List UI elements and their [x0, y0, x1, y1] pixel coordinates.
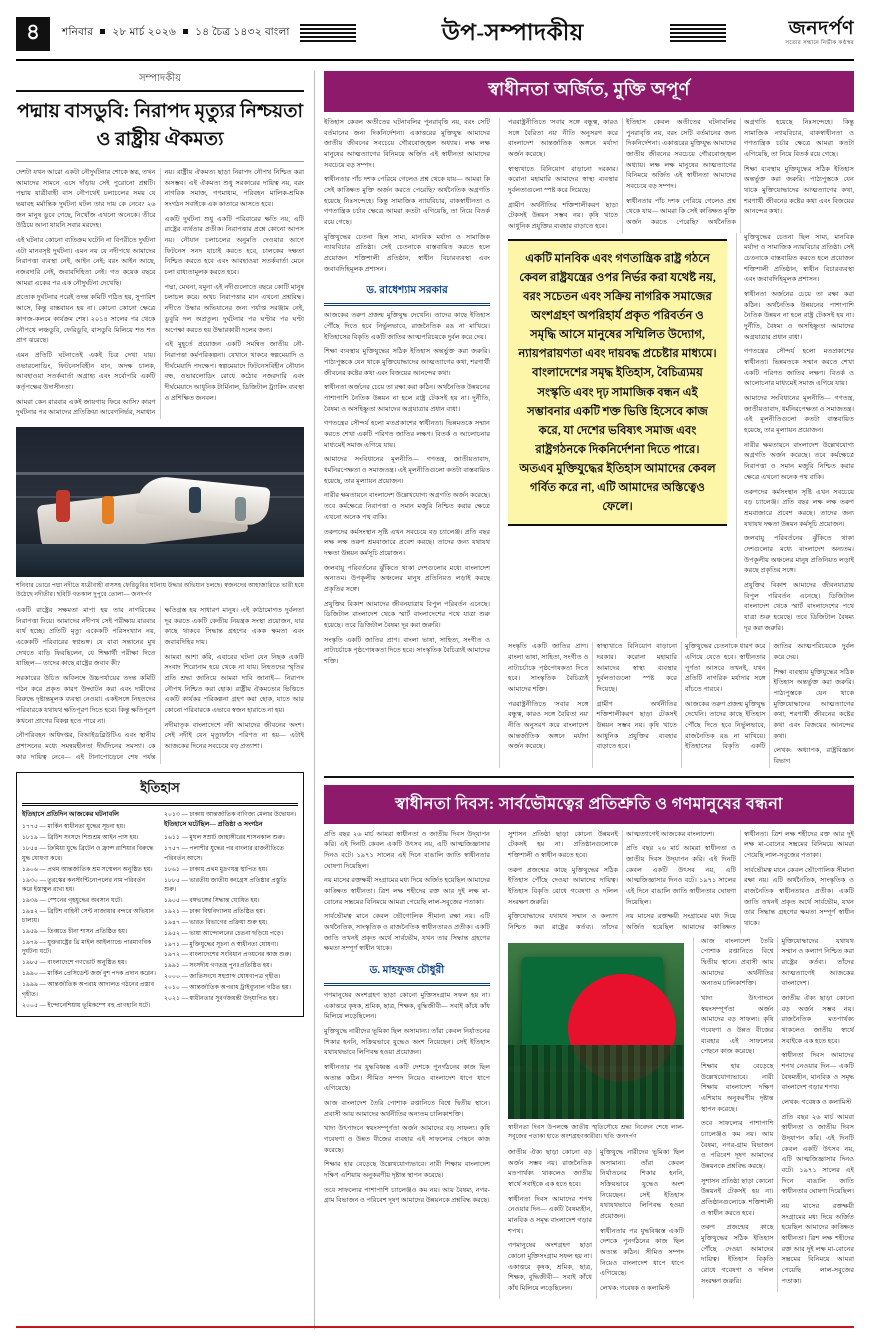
history-item: ১৯৪৭ — ভারত বিভাগের প্রক্রিয়া শুরু হয়।: [164, 918, 268, 926]
paragraph: শিক্ষা ব্যবস্থায় মুক্তিযুদ্ধের সঠিক ইতিহাস অন্তর্ভুক্ত করা জরুরি। পাঠ্যপুস্তকে যেন থাকে মুক্তিযোদ্ধাদের আত্মত্যাগের কথা, শরণার্থী জীবনের কষ্টের কথা এবং বিজয়ের আনন্দের কথা।: [744, 165, 854, 216]
paragraph: স্বাধীনতার পর যুদ্ধবিধ্বস্ত একটি দেশকে পুনর্গঠনের কাজ ছিল অত্যন্ত কঠিন। সীমিত সম্পদ নিয়েও বাংলাদেশ ধাপে ধাপে এগিয়েছে।: [324, 1064, 490, 1093]
history-item: ১৮৫৪ — ক্রিমিয়া যুদ্ধে ব্রিটেন ও ফ্রান্স রাশিয়ার বিরুদ্ধে যুদ্ধ ঘোষণা করে।: [22, 845, 154, 862]
history-item: ১৯৭২ — বাংলাদেশের সংবিধান প্রণয়নের কাজ শুরু।: [164, 951, 292, 959]
editorial-column: [16, 71, 304, 1329]
section-title: উপ-সম্পাদকীয়: [441, 20, 584, 45]
history-item: ১৮১৯ — ব্রিটিশ সংসদে শিশুশ্রম আইন পাস হয়।: [22, 834, 139, 842]
masthead: [16, 14, 854, 61]
history-columns: [22, 810, 298, 1010]
editorial-headline: পদ্মায় বাসডুবি: নিরাপদ মৃত্যুর নিশ্চয়তা ও রাষ্ট্রীয় ঐকমত্য: [17, 101, 303, 150]
date-weekday: শনিবার: [62, 27, 94, 38]
paragraph: সংস্কৃতি একটি জাতির প্রাণ। বাংলা ভাষা, সাহিত্য, সংগীত ও নাট্যচর্চাকে পৃষ্ঠপোষকতা দিতে হবে। সাংস্কৃতিক বৈচিত্র্যই আমাদের শক্তি।: [508, 643, 589, 693]
paragraph: প্রতি বছর ২৬ মার্চ আমরা স্বাধীনতা ও জাতীয় দিবস উদ্‌যাপন করি। এই দিনটি কেবল একটি উৎসব নয়, এটি আত্মজিজ্ঞাসার দিনও বটে। ১৯৭১ সালের এই দিনে বাঙালি জাতি স্বাধীনতার ঘোষণা দিয়েছিল।: [324, 830, 490, 870]
paragraph: স্বাধীনতার পাঁচ দশক পেরিয়ে গেলেও প্রশ্ন থেকে যায়— আমরা কি সেই কাঙ্ক্ষিত মুক্তি অর্জন করতে পেরেছি? অর্থনৈতিক অগ্রগতি হয়েছে নিঃসন্দেহে। কিন্তু সামাজিক ন্যায়বিচার, বাকস্বাধীনতা ও গণতান্ত্রিক চর্চার ক্ষেত্রে আমরা কতটা এগিয়েছি, তা নিয়ে বিতর্ক রয়ে গেছে।: [626, 119, 854, 227]
paragraph: প্রযুক্তির বিকাশ আমাদের জীবনযাত্রায় বিপুল পরিবর্তন এনেছে। ডিজিটাল বাংলাদেশ থেকে স্মার্ট বাংলাদেশের পথে যাত্রা শুরু হয়েছে। তবে ডিজিটাল বৈষম্য দূর করা জরুরি।: [744, 581, 854, 632]
paragraph: স্বাস্থ্যখাতে বিনিয়োগ বাড়ানো দরকার। করোনা মহামারি আমাদের স্বাস্থ্য ব্যবস্থার দুর্বলতাগুলো স্পষ্ট করে দিয়েছে।: [596, 643, 677, 693]
pull-quote: একটি মানবিক এবং গণতান্ত্রিক রাষ্ট্র গঠনে কেবল রাষ্ট্রযন্ত্রের ওপর নির্ভর করা যথেষ্ট নয়, বরং সচেতন এবং সক্রিয় নাগরিক সমাজের অংশগ্রহণ অপরিহার্য প্রকৃত পরিবর্তন ও সমৃদ্ধি আসে মানুষের সম্মিলিত উদ্যোগ, ন্যায়পরায়ণতা এবং দায়বদ্ধ প্রচেষ্টার মাধ্যমে। বাংলাদেশের সমৃদ্ধ ইতিহাস, বৈচিত্র্যময় সংস্কৃতি এবং দৃঢ় সামাজিক বন্ধন এই সম্ভাবনার একটি শক্ত ভিত্তি হিসেবে কাজ করে, যা দেশের ভবিষ্যৎ সমাজ এবং রাষ্ট্রগঠনকে দিকনির্দেশনা দিতে পারে। অতএব মুক্তিযুদ্ধের ইতিহাস আমাদের কেবল গর্বিত করে না, এটি আমাদের অস্তিত্বেও ফেলে।: [508, 239, 727, 527]
independence-day-photo: [508, 943, 684, 1119]
paragraph: খাদ্য উৎপাদনে স্বয়ংসম্পূর্ণতা অর্জন আমাদের বড় সাফল্য। কৃষি গবেষণা ও উন্নত বীজের ব্যবহার এই সাফল্যের পেছনে কাজ করেছে।: [324, 1125, 490, 1154]
brand-name: জনদর্পণ: [788, 18, 854, 39]
history-item: ১৯০৫ — বঙ্গভঙ্গের সিদ্ধান্ত ঘোষিত হয়।: [164, 896, 260, 904]
paragraph: সুশাসন প্রতিষ্ঠা ছাড়া কোনো উন্নয়নই টেকসই হয় না। প্রতিষ্ঠানগুলোকে শক্তিশালী ও স্বাধীন করতে হবে।: [508, 830, 618, 859]
rule-ornament-left: [300, 24, 356, 44]
paragraph: শিক্ষার হার বেড়েছে উল্লেখযোগ্যভাবে। নারী শিক্ষায় বাংলাদেশ দক্ষিণ এশিয়ায় অনুকরণীয় দৃষ্টান্ত স্থাপন করেছে।: [701, 1063, 774, 1113]
history-title: ইতিহাস: [140, 779, 180, 795]
page-number: ৪: [16, 17, 50, 51]
history-item: ২০২১ — স্বাধীনতার সুবর্ণজয়ন্তী উদ্‌যাপিত হয়।: [164, 995, 278, 1003]
editorial-body-bottom: [16, 606, 304, 763]
history-item: ১৭৫৭ — পলাশীর যুদ্ধের পর বাংলার রাজনীতিতে পরিবর্তন আসে।: [164, 845, 285, 862]
paragraph: স্বাধীনতা দিবস আমাদের শপথ নেওয়ার দিন— একটি বৈষম্যহীন, মানবিক ও সমৃদ্ধ বাংলাদেশ গড়ার শপথ।: [508, 1195, 592, 1235]
article-independence-day: [324, 785, 854, 1329]
paragraph: নয় মাসের রক্তক্ষয়ী সংগ্রামের মধ্য দিয়ে অর্জিত হয়েছিল আমাদের কাঙ্ক্ষিত স্বাধীনতা। ত্রিশ লক্ষ শহীদের রক্ত আর দুই লক্ষ মা-বোনের সম্ভ্রমের বিনিময়ে আমরা পেয়েছি লাল-সবুজের পতাকা।: [324, 877, 490, 906]
paragraph: গণমানুষের অংশগ্রহণ ছাড়া কোনো মুক্তিসংগ্রাম সফল হয় না। একাত্তরে কৃষক, শ্রমিক, ছাত্র, শিক্ষক, বুদ্ধিজীবী— সবাই কাঁধে কাঁধ মিলিয়ে লড়েছিলেন।: [324, 992, 490, 1021]
paragraph: দেশটা যখন আরো একটা নৌদুর্ঘটনার শোকে স্তব্ধ, তখন আমাদের সামনে এসে দাঁড়ায় সেই পুরোনো প্রশ্নটি। পদ্মায় যাত্রীবাহী বাস নৌপথেই চলাচলের সময় যে ভয়াবহ মর্মান্তিক দুর্ঘটনা ঘটল তার দায় কে নেবে? ২৬ জন মানুষ ডুবে গেছে, নিখোঁজ এখনো অনেকে। তীরে উঠিয়ে আনা যায়নি সবার মরদেহ।: [16, 169, 156, 230]
date-line: [62, 25, 290, 42]
paragraph: শিক্ষা ব্যবস্থায় মুক্তিযুদ্ধের সঠিক ইতিহাস অন্তর্ভুক্ত করা জরুরি। পাঠ্যপুস্তকে যেন থাকে মুক্তিযোদ্ধাদের আত্মত্যাগের কথা, শরণার্থী জীবনের কষ্টের কথা এবং বিজয়ের আনন্দের কথা।: [773, 668, 854, 740]
paragraph: গণতন্ত্রের সৌন্দর্য হলো মতপ্রকাশের স্বাধীনতা। ভিন্নমতকে সম্মান করতে শেখা একটি পরিণত জাতির লক্ষণ। বিতর্ক ও আলোচনার মাধ্যমেই সমাজ এগিয়ে যায়।: [744, 348, 854, 388]
paragraph: সুশাসন প্রতিষ্ঠা ছাড়া কোনো উন্নয়নই টেকসই হয় না। প্রতিষ্ঠানগুলোকে শক্তিশালী ও স্বাধীন করতে হবে।: [701, 1177, 774, 1217]
paragraph: স্বাধীনতার পাঁচ দশক পেরিয়ে গেলেও প্রশ্ন থেকে যায়— আমরা কি সেই কাঙ্ক্ষিত মুক্তি অর্জন করতে পেরেছি? অর্থনৈতিক অগ্রগতি হয়েছে নিঃসন্দেহে। কিন্তু সামাজিক ন্যায়বিচার, বাকস্বাধীনতা ও গণতান্ত্রিক চর্চার ক্ষেত্রে আমরা কতটা এগিয়েছি, তা নিয়ে বিতর্ক রয়ে গেছে।: [324, 176, 490, 227]
paragraph: আমরা আশা করি, এবারের ঘটনা যেন নিছক একটি সংবাদ শিরোনাম হয়ে থেকে না যায়। নিহতদের স্মৃতির প্রতি শ্রদ্ধা জানিয়ে আমরা দাবি জানাই— নিরাপদ নৌপথ নিশ্চিত করা হোক। রাষ্ট্রীয় ঐকমত্যের ভিত্তিতে একটি কার্যকর পরিকল্পনা গ্রহণ করা হোক, যাতে আর কোনো পরিবারকে এভাবে স্বজন হারাতে না হয়।: [164, 653, 304, 715]
paragraph: পররাষ্ট্রনীতিতে 'সবার সঙ্গে বন্ধুত্ব, কারও সঙ্গে বৈরিতা নয়' নীতি অনুসরণ করে বাংলাদেশ আন্তর্জাতিক অঙ্গনে মর্যাদা অর্জন করেছে।: [508, 700, 589, 751]
article-bottom-upper: [508, 830, 854, 934]
paragraph: মুক্তিযোদ্ধাদের যথাযথ সম্মান ও কল্যাণ নিশ্চিত করা রাষ্ট্রের কর্তব্য। তাঁদের আত্মত্যাগেই আজকের বাংলাদেশ।: [781, 937, 854, 988]
divider: [16, 90, 304, 92]
paragraph: গ্রামীণ অর্থনীতির শক্তিশালীকরণ ছাড়া টেকসই উন্নয়ন সম্ভব নয়। কৃষি খাতে আধুনিক প্রযুক্তির ব্যবহার বাড়াতে হবে।: [508, 201, 618, 231]
history-subhead-left: ইতিহাসে প্রতিদিন আজকের ঘটনাবলি: [22, 810, 120, 818]
history-item: ১৮৮৫ — ভারতীয় জাতীয় কংগ্রেস প্রতিষ্ঠার প্রস্তুতি শুরু।: [164, 876, 287, 893]
paragraph: জলবায়ু পরিবর্তনের ঝুঁকিতে থাকা দেশগুলোর মধ্যে বাংলাদেশ অন্যতম। উপকূলীয় অঞ্চলের মানুষ প্রতিনিয়ত লড়াই করছে প্রকৃতির সঙ্গে।: [744, 535, 854, 575]
article-top-lower-text: [508, 642, 854, 767]
paragraph: জাতীয় ঐক্য ছাড়া কোনো বড় অর্জন সম্ভব নয়। রাজনৈতিক মতপার্থক্য থাকলেও জাতীয় স্বার্থে সবাইকে এক হতে হবে।: [781, 995, 854, 1045]
history-item: ১৭৭৫ — মার্কিন স্বাধীনতা যুদ্ধের সূচনা হয়।: [22, 823, 126, 831]
paragraph: সার্বভৌমত্ব মানে কেবল ভৌগোলিক সীমানা রক্ষা নয়। এটি অর্থনৈতিক, সাংস্কৃতিক ও রাজনৈতিক স্বাধীনতারও প্রতীক। একটি জাতি তখনই প্রকৃত অর্থে সার্বভৌম, যখন তার সিদ্ধান্ত গ্রহণের ক্ষমতা সম্পূর্ণ স্বাধীন থাকে।: [324, 913, 490, 953]
paragraph: গণতন্ত্রের সৌন্দর্য হলো মতপ্রকাশের স্বাধীনতা। ভিন্নমতকে সম্মান করতে শেখা একটি পরিণত জাতির লক্ষণ। বিতর্ক ও আলোচনার মাধ্যমেই সমাজ এগিয়ে যায়।: [324, 420, 490, 449]
history-item: ২০১০ — আন্তর্জাতিক অপরাধ ট্রাইব্যুনাল গঠিত হয়।: [164, 984, 291, 992]
footer-rule: [16, 1326, 854, 1328]
history-item: ১৯৮৫ — বাংলাদেশে গণভোট অনুষ্ঠিত হয়।: [22, 959, 127, 967]
history-item: ১৯৭৯ — যুক্তরাষ্ট্রের থ্রি মাইল আইল্যান্ডে পারমাণবিক দুর্ঘটনা ঘটে।: [22, 939, 152, 956]
paragraph: প্রযুক্তির বিকাশ আমাদের জীবনযাত্রায় বিপুল পরিবর্তন এনেছে। ডিজিটাল বাংলাদেশ থেকে স্মার্ট বাংলাদেশের পথে যাত্রা শুরু হয়েছে। তবে ডিজিটাল বৈষম্য দূর করা জরুরি।: [324, 600, 490, 629]
article-byline: ড. রাধেশ্যাম সরকার: [366, 285, 448, 297]
paragraph: গ্রামীণ অর্থনীতির শক্তিশালীকরণ ছাড়া টেকসই উন্নয়ন সম্ভব নয়। কৃষি খাতে আধুনিক প্রযুক্তির ব্যবহার বাড়াতে হবে।: [596, 700, 677, 751]
paragraph: নৌপরিবহন অধিদপ্তর, বিআইডব্লিউটিএ এবং স্থানীয় প্রশাসনের মধ্যে সমন্বয়হীনতা দীর্ঘদিনের সমস্যা। কে কার দায়িত্ব নেবে— এই টানাপোড়েনে শেষ পর্যন্ত ক্ষতিগ্রস্ত হয় সাধারণ মানুষ। এই কাঠামোগত দুর্বলতা দূর করতে একটি কেন্দ্রীয় নিয়ন্ত্রক সংস্থা প্রয়োজন, যার কাছে থাকবে সিদ্ধান্ত গ্রহণের একক ক্ষমতা এবং জবাবদিহির দায়।: [16, 607, 304, 761]
editorial-body-top: [16, 168, 304, 419]
paragraph: গণমানুষের অংশগ্রহণ ছাড়া কোনো মুক্তিসংগ্রাম সফল হয় না। একাত্তরে কৃষক, শ্রমিক, ছাত্র, শিক্ষক, বুদ্ধিজীবী— সবাই কাঁধে কাঁধ মিলিয়ে লড়েছিলেন।: [508, 1242, 592, 1292]
history-item: ১৬১১ — মুঘল সম্রাট জাহাঙ্গীরের শাসনকাল শুরু।: [164, 834, 285, 842]
paragraph: লেখক: গবেষক ও কলামিস্ট: [600, 1284, 671, 1292]
paragraph: একটি রাষ্ট্রের সক্ষমতা মাপা হয় তার নাগরিকের নিরাপত্তা দিয়ে। আমাদের নদীপথ সেই পরীক্ষায় বারবার ব্যর্থ হচ্ছে। প্রতিটি মৃত্যু একেকটি পরিসংখ্যান নয়, একেকটি পরিবারের স্বপ্নভঙ্গ। যে বাবা সন্তানের মুখ দেখতে বাড়ি ফিরছিলেন, যে শিক্ষার্থী পরীক্ষা দিতে যাচ্ছিল— তাদের কাছে রাষ্ট্রের জবাব কী?: [16, 607, 156, 668]
paragraph: মুক্তিযুদ্ধের চেতনা ছিল সাম্য, মানবিক মর্যাদা ও সামাজিক ন্যায়বিচার প্রতিষ্ঠা। সেই চেতনাকে বাস্তবায়িত করতে হলে প্রয়োজন শক্তিশালী প্রতিষ্ঠান, স্বাধীন বিচারব্যবস্থা এবং জবাবদিহিমূলক প্রশাসন।: [744, 233, 854, 284]
paragraph: মুক্তিযুদ্ধে নারীদের ভূমিকা ছিল অসামান্য। তাঁরা কেবল নির্যাতনের শিকার হননি, সক্রিয়ভাবে যুদ্ধেও অংশ নিয়েছেন। সেই ইতিহাস যথাযথভাবে লিপিবদ্ধ হওয়া প্রয়োজন।: [600, 1148, 684, 1220]
paragraph: একটি দুর্ঘটনা শুধু একটি পরিবারের ক্ষতি নয়, এটি রাষ্ট্রের ব্যর্থতার প্রতীক। নিরাপত্তার প্রশ্নে কোনো আপস নয়। নৌযান চলাচলের অনুমতি দেওয়ার আগে ফিটনেস সনদ যাচাই করতে হবে, চালকের দক্ষতা নিশ্চিত করতে হবে এবং আবহাওয়া সতর্কবার্তা মেনে চলা বাধ্যতামূলক করতে হবে।: [164, 215, 304, 277]
article-top-upper-text: [508, 118, 854, 233]
paragraph: মুক্তিযোদ্ধাদের যথাযথ সম্মান ও কল্যাণ নিশ্চিত করা রাষ্ট্রের কর্তব্য। তাঁদের আত্মত্যাগেই আজকের বাংলাদেশ।: [508, 830, 715, 931]
divider: [16, 161, 304, 162]
history-item: ১৯৯৯ — আন্তর্জাতিক অপরাধ আদালত গঠনের প্রস্তাব গৃহীত।: [22, 981, 155, 998]
photo-caption: স্বাধীনতা দিবস উপলক্ষে জাতীয় স্মৃতিসৌধে শ্রদ্ধা নিবেদন শেষে লাল-সবুজের পতাকা হাতে অংশগ্রহণকারীরা। ছবি: জনদর্পণ: [508, 1123, 684, 1141]
paragraph: আমাদের সংবিধানের মূলনীতি— গণতন্ত্র, জাতীয়তাবাদ, ধর্মনিরপেক্ষতা ও সমাজতন্ত্র। এই মূলনীতিগুলো কতটা বাস্তবায়িত হয়েছে, তার মূল্যায়ন প্রয়োজন।: [744, 395, 854, 435]
paragraph: স্বাধীনতা দিবস আমাদের শপথ নেওয়ার দিন— একটি বৈষম্যহীন, মানবিক ও সমৃদ্ধ বাংলাদেশ গড়ার শপথ।: [781, 1052, 854, 1092]
article-banner-title: স্বাধীনতা দিবস: সার্বভৌমত্বের প্রতিশ্রুতি ও গণমানুষের বন্ধনা: [324, 785, 854, 824]
paragraph: শিক্ষা ব্যবস্থায় মুক্তিযুদ্ধের সঠিক ইতিহাস অন্তর্ভুক্ত করা জরুরি। পাঠ্যপুস্তকে যেন থাকে মুক্তিযোদ্ধাদের আত্মত্যাগের কথা, শরণার্থী জীবনের কষ্টের কথা এবং বিজয়ের আনন্দের কথা।: [324, 348, 490, 377]
paragraph: আজ বাংলাদেশ তৈরি পোশাক রপ্তানিতে বিশ্বে দ্বিতীয় স্থানে। প্রবাসী আয় আমাদের অর্থনীতির অন্যতম চালিকাশক্তি।: [324, 1100, 490, 1118]
editorial-photo: [16, 427, 304, 577]
history-item: ১৯৭১ — মুক্তিযুদ্ধের সূচনা ও স্বাধীনতা ঘোষণা।: [164, 940, 279, 948]
paragraph: ইতিহাস কেবল অতীতের ঘটনাবলির পুনরাবৃত্তি নয়, বরং সেটি বর্তমানের জন্য দিকনির্দেশনা। একাত্তরের মুক্তিযুদ্ধ আমাদের জাতীয় জীবনের সবচেয়ে গৌরবোজ্জ্বল অধ্যায়। লক্ষ লক্ষ মানুষের আত্মত্যাগের বিনিময়ে অর্জিত এই স্বাধীনতা আমাদের সবচেয়ে বড় সম্পদ।: [626, 119, 736, 191]
paragraph: এই মুহূর্তে প্রয়োজন একটি সমন্বিত জাতীয় নৌ-নিরাপত্তা কর্মপরিকল্পনা। যেখানে থাকবে স্বল্পমেয়াদি ও দীর্ঘমেয়াদি পদক্ষেপ। স্বল্পমেয়াদে ফিটনেসবিহীন নৌযান বন্ধ, ওভারলোডিং রোধে কঠোর নজরদারি এবং দীর্ঘমেয়াদে আধুনিক টার্মিনাল, ডিজিটাল ট্র্যাকিং ব্যবস্থা ও প্রশিক্ষিত জনবল।: [164, 341, 304, 402]
editorial-kicker: সম্পাদকীয়: [138, 73, 182, 84]
paragraph: পদ্মা, মেঘনা, যমুনা এই নদীগুলোতে বছরে কোটি মানুষ চলাচল করে। অথচ নিরাপত্তার মান এখনো প্রশ্নবিদ্ধ। নদীতে উদ্ধার অভিযানের জন্য পর্যাপ্ত সরঞ্জাম নেই, ডুবুরি দল অপ্রতুল। দুর্ঘটনার পর ঘণ্টার পর ঘণ্টা অপেক্ষা করতে হয় উদ্ধারকারী দলের জন্য।: [164, 283, 304, 334]
article-banner-title: স্বাধীনতা অর্জিত, মুক্তি অপূর্ণ: [324, 71, 854, 112]
divider: [324, 776, 854, 778]
history-item: ২০০০ — জাতিসংঘে সহস্রাব্দ ঘোষণাপত্র গৃহীত।: [164, 973, 281, 981]
article-bottom-under-photo: [508, 1148, 684, 1299]
paragraph: জাতীয় ঐক্য ছাড়া কোনো বড় অর্জন সম্ভব নয়। রাজনৈতিক মতপার্থক্য থাকলেও জাতীয় স্বার্থে সবাইকে এক হতে হবে।: [508, 1148, 592, 1188]
paragraph: তরুণদের কর্মসংস্থান সৃষ্টি এখন সবচেয়ে বড় চ্যালেঞ্জ। প্রতি বছর লক্ষ লক্ষ তরুণ শ্রমবাজারে প্রবেশ করছে। তাদের জন্য যথাযথ দক্ষতা উন্নয়ন কর্মসূচি প্রয়োজন।: [324, 528, 490, 557]
paragraph: নয় মাসের রক্তক্ষয়ী সংগ্রামের মধ্য দিয়ে অর্জিত হয়েছিল আমাদের কাঙ্ক্ষিত স্বাধীনতা। ত্রিশ লক্ষ শহীদের রক্ত আর দুই লক্ষ মা-বোনের সম্ভ্রমের বিনিময়ে আমরা পেয়েছি লাল-সবুজের পতাকা।: [626, 830, 854, 931]
paragraph: তরুণ প্রজন্মের কাছে মুক্তিযুদ্ধের সঠিক ইতিহাস পৌঁছে দেওয়া আমাদের দায়িত্ব। ইতিহাস বিকৃতি রোধে গবেষণা ও দলিল সংরক্ষণ জরুরি।: [701, 1224, 774, 1285]
date-bangla: ১৪ চৈত্র ১৪৩২ বাংলা: [195, 27, 290, 38]
paragraph: ইতিহাস কেবল অতীতের ঘটনাবলির পুনরাবৃত্তি নয়, বরং সেটি বর্তমানের জন্য দিকনির্দেশনা। একাত্তরের মুক্তিযুদ্ধ আমাদের জাতীয় জীবনের সবচেয়ে গৌরবোজ্জ্বল অধ্যায়। লক্ষ লক্ষ মানুষের আত্মত্যাগের বিনিময়ে অর্জিত এই স্বাধীনতা আমাদের সবচেয়ে বড় সম্পদ।: [324, 119, 490, 169]
paragraph: আজ বাংলাদেশ তৈরি পোশাক রপ্তানিতে বিশ্বে দ্বিতীয় স্থানে। প্রবাসী আয় আমাদের অর্থনীতির অন্যতম চালিকাশক্তি।: [701, 937, 774, 988]
history-subhead-right: ইতিহাসে ঘটেছিল— প্রতিষ্ঠা ও সংগঠন: [164, 821, 263, 829]
paragraph: স্বাধীনতা অর্জনের চেয়ে তা রক্ষা করা কঠিন। অর্থনৈতিক উন্নয়নের পাশাপাশি নৈতিক উন্নয়ন না হলে রাষ্ট্র টেকসই হয় না। দুর্নীতি, বৈষম্য ও অসহিষ্ণুতা আমাদের অগ্রযাত্রার প্রধান বাধা।: [324, 384, 490, 413]
history-item: ১৯৪২ — ব্রিটিশ বাহিনী সেন্ট নাজায়ার বন্দরে অভিযান চালায়।: [22, 907, 154, 925]
paragraph: পররাষ্ট্রনীতিতে 'সবার সঙ্গে বন্ধুত্ব, কারও সঙ্গে বৈরিতা নয়' নীতি অনুসরণ করে বাংলাদেশ আন্তর্জাতিক অঙ্গনে মর্যাদা অর্জন করেছে।: [508, 119, 618, 159]
history-item: ১৯৩০ — তুরস্কের কনস্টান্টিনোপলের নাম পরিবর্তন করে ইস্তাম্বুল রাখা হয়।: [22, 876, 146, 893]
paragraph: আজকের তরুণ প্রজন্ম মুক্তিযুদ্ধ দেখেনি। তাদের কাছে ইতিহাস পৌঁছে দিতে হবে নির্ভুলভাবে, রাজনৈতিক রঙ না মাখিয়ে। ইতিহাসের বিকৃতি একটি জাতির আত্মপরিচয়কে দুর্বল করে দেয়।: [685, 643, 854, 751]
paragraph: স্বাধীনতার পর যুদ্ধবিধ্বস্ত একটি দেশকে পুনর্গঠনের কাজ ছিল অত্যন্ত কঠিন। সীমিত সম্পদ নিয়েও বাংলাদেশ ধাপে ধাপে এগিয়েছে।: [600, 1227, 684, 1278]
brand-tagline: সত্যের সন্ধানে নির্ভীক কণ্ঠস্বর: [785, 40, 854, 46]
divider: [22, 803, 298, 806]
paragraph: তরুণ প্রজন্মের কাছে মুক্তিযুদ্ধের সঠিক ইতিহাস পৌঁছে দেওয়া আমাদের দায়িত্ব। ইতিহাস বিকৃতি রোধে গবেষণা ও দলিল সংরক্ষণ জরুরি।: [508, 866, 618, 906]
history-item: ১৯৩৯ — স্পেনের গৃহযুদ্ধের অবসান ঘটে।: [22, 896, 123, 904]
history-item: ২০০৫ — ইন্দোনেশিয়ায় ভূমিকম্পে বহু প্রাণহানি ঘটে।: [22, 1001, 151, 1009]
paragraph: নারীর ক্ষমতায়নে বাংলাদেশ উল্লেখযোগ্য অগ্রগতি অর্জন করেছে। তবে কর্মক্ষেত্রে নিরাপত্তা ও সমান মজুরি নিশ্চিত করার ক্ষেত্রে এখনো অনেক পথ বাকি।: [744, 441, 854, 481]
paragraph: মুক্তিযুদ্ধের চেতনা ছিল সাম্য, মানবিক মর্যাদা ও সামাজিক ন্যায়বিচার প্রতিষ্ঠা। সেই চেতনাকে বাস্তবায়িত করতে হলে প্রয়োজন শক্তিশালী প্রতিষ্ঠান, স্বাধীন বিচারব্যবস্থা এবং জবাবদিহিমূলক প্রশাসন।: [324, 233, 490, 273]
history-item: ১৯৯০ — মার্কিন প্রেসিডেন্ট জর্জ বুশ পদক প্রদান করেন।: [22, 970, 156, 978]
paragraph: মুক্তিযুদ্ধের চেতনাকে ধারণ করে এগিয়ে যেতে হবে। স্বাধীনতার পূর্ণতা আসবে তখনই, যখন প্রতিটি নাগরিক মর্যাদার সঙ্গে বাঁচতে পারবে।: [685, 643, 766, 693]
paragraph: শিক্ষার হার বেড়েছে উল্লেখযোগ্যভাবে। নারী শিক্ষায় বাংলাদেশ দক্ষিণ এশিয়ায় অনুকরণীয় দৃষ্টান্ত স্থাপন করেছে।: [324, 1161, 490, 1180]
paragraph: তরুণদের কর্মসংস্থান সৃষ্টি এখন সবচেয়ে বড় চ্যালেঞ্জ। প্রতি বছর লক্ষ লক্ষ তরুণ শ্রমবাজারে প্রবেশ করছে। তাদের জন্য যথাযথ দক্ষতা উন্নয়ন কর্মসূচি প্রয়োজন।: [744, 488, 854, 528]
paragraph: আজকের তরুণ প্রজন্ম মুক্তিযুদ্ধ দেখেনি। তাদের কাছে ইতিহাস পৌঁছে দিতে হবে নির্ভুলভাবে, রাজনৈতিক রঙ না মাখিয়ে। ইতিহাসের বিকৃতি একটি জাতির আত্মপরিচয়কে দুর্বল করে দেয়।: [324, 312, 490, 341]
paragraph: সরকারের উচিত অবিলম্বে উচ্চপর্যায়ের তদন্ত কমিটি গঠন করে প্রকৃত কারণ উদ্ঘাটন করা এবং দায়ীদের বিরুদ্ধে দৃষ্টান্তমূলক ব্যবস্থা নেওয়া। একইসঙ্গে নিহতদের পরিবারকে যথাযথ ক্ষতিপূরণ দিতে হবে। কিন্তু ক্ষতিপূরণ কখনো প্রাণের বিকল্প হতে পারে না।: [16, 675, 156, 725]
paragraph: সংস্কৃতি একটি জাতির প্রাণ। বাংলা ভাষা, সাহিত্য, সংগীত ও নাট্যচর্চাকে পৃষ্ঠপোষকতা দিতে হবে। সাংস্কৃতিক বৈচিত্র্যই আমাদের শক্তি।: [324, 636, 490, 665]
paragraph: তবে সাফল্যের পাশাপাশি চ্যালেঞ্জও কম নয়। আয় বৈষম্য, নগর-গ্রাম বিভাজন ও পরিবেশ দূষণ আমাদের উন্নয়নকে প্রশ্নবিদ্ধ করছে।: [324, 1186, 490, 1205]
paragraph: এই ঘটনার কোনো ব্যতিক্রম ঘটেনি না বিপরীতে দুর্ঘটনা এটা মানবসৃষ্ট দুর্ঘটনা। এমন নয় যে নদীপথে আমাদের নিরাপত্তা ব্যবস্থা নেই, আইন নেই; বরং আইন আছে, নজরদারি নেই, জবাবদিহিতা নেই। গত কয়েক বছরে আমরা একের পর এক নৌদুর্ঘটনা দেখেছি।: [16, 237, 156, 287]
paragraph: লেখক: গবেষক ও কলামিস্ট: [781, 1099, 852, 1107]
article-byline: ড. মাহফুজ চৌধুরী: [369, 965, 445, 977]
history-item: ২০১৩ — ঢাকায় আন্তর্জাতিক বাণিজ্য মেলার উদ্বোধন।: [164, 810, 297, 818]
paragraph: প্রতি বছর ২৬ মার্চ আমরা স্বাধীনতা ও জাতীয় দিবস উদ্‌যাপন করি। এই দিনটি কেবল একটি উৎসব নয়, এটি আত্মজিজ্ঞাসার দিনও বটে। ১৯৭১ সালের এই দিনে বাঙালি জাতি স্বাধীনতার ঘোষণা দিয়েছিল।: [781, 1113, 854, 1196]
paragraph: জলবায়ু পরিবর্তনের ঝুঁকিতে থাকা দেশগুলোর মধ্যে বাংলাদেশ অন্যতম। উপকূলীয় অঞ্চলের মানুষ প্রতিনিয়ত লড়াই করছে প্রকৃতির সঙ্গে।: [324, 564, 490, 593]
rule-ornament-right: [670, 24, 726, 44]
paragraph: স্বাস্থ্যখাতে বিনিয়োগ বাড়ানো দরকার। করোনা মহামারি আমাদের স্বাস্থ্য ব্যবস্থার দুর্বলতাগুলো স্পষ্ট করে দিয়েছে।: [508, 165, 618, 195]
paragraph: নারীর ক্ষমতায়নে বাংলাদেশ উল্লেখযোগ্য অগ্রগতি অর্জন করেছে। তবে কর্মক্ষেত্রে নিরাপত্তা ও সমান মজুরি নিশ্চিত করার ক্ষেত্রে এখনো অনেক পথ বাকি।: [324, 492, 490, 521]
history-item: ১৮৬১ — ঢাকায় প্রথম মুদ্রণযন্ত্র স্থাপিত হয়।: [164, 865, 268, 873]
paragraph: প্রতি বছর ২৬ মার্চ আমরা স্বাধীনতা ও জাতীয় দিবস উদ্‌যাপন করি। এই দিনটি কেবল একটি উৎসব নয়, এটি আত্মজিজ্ঞাসার দিনও বটে। ১৯৭১ সালের এই দিনে বাঙালি জাতি স্বাধীনতার ঘোষণা দিয়েছিল।: [626, 845, 736, 906]
date-gregorian: ২৮ মার্চ ২০২৬: [112, 27, 177, 38]
paragraph: আমাদের সংবিধানের মূলনীতি— গণতন্ত্র, জাতীয়তাবাদ, ধর্মনিরপেক্ষতা ও সমাজতন্ত্র। এই মূলনীতিগুলো কতটা বাস্তবায়িত হয়েছে, তার মূল্যায়ন প্রয়োজন।: [324, 456, 490, 485]
paragraph: নয় মাসের রক্তক্ষয়ী সংগ্রামের মধ্য দিয়ে অর্জিত হয়েছিল আমাদের কাঙ্ক্ষিত স্বাধীনতা। ত্রিশ লক্ষ শহীদের রক্ত আর দুই লক্ষ মা-বোনের সম্ভ্রমের বিনিময়ে আমরা পেয়েছি লাল-সবুজের পতাকা।: [781, 1203, 854, 1285]
history-item: ১৯০৬ — প্রথম আন্তর্জাতিক শ্রম সম্মেলন অনুষ্ঠিত হয়।: [22, 865, 153, 873]
article-bottom-right: [701, 937, 854, 1292]
main-articles: [314, 71, 854, 1329]
photo-caption: শনিবার ভোরে পদ্মা নদীতে যাত্রীবাহী বাসসহ ফেরিডুবির ঘটনায় উদ্ধার অভিযান চলছে। স্বজনদের আহাজারিতে ভারী হয়ে উঠেছে নদীতীর। ছবিটি গতকাল দুপুরে তোলা— জনদর্পণ: [16, 581, 304, 599]
history-box: [16, 772, 304, 1017]
history-item: ১৯৫৯ — তিব্বতে চীনা শাসন প্রতিষ্ঠিত হয়।: [22, 928, 128, 936]
history-item: ১৯৯১ — সংসদীয় গণতন্ত্র পুনঃপ্রতিষ্ঠিত হয়।: [164, 962, 272, 970]
paragraph: স্বাধীনতা অর্জনের চেয়ে তা রক্ষা করা কঠিন। অর্থনৈতিক উন্নয়নের পাশাপাশি নৈতিক উন্নয়ন না হলে রাষ্ট্র টেকসই হয় না। দুর্নীতি, বৈষম্য ও অসহিষ্ণুতা আমাদের অগ্রযাত্রার প্রধান বাধা।: [744, 291, 854, 341]
paragraph: প্রত্যেক দুর্ঘটনার পরেই তদন্ত কমিটি গঠিত হয়, সুপারিশ আসে, কিন্তু বাস্তবায়ন হয় না। কোনো কোনো ক্ষেত্রে কাগজ-কলমে কার্যক্রম শেষ। ২০১৪ সালের পর থেকে নৌপথে লঞ্চডুবি, ফেরিডুবি, বাসডুবি মিলিয়ে শত শত প্রাণ ঝরেছে।: [16, 294, 156, 345]
divider: [324, 303, 490, 306]
brand-logo: [736, 19, 854, 48]
paragraph: এমন প্রতিটি ঘটনাতেই একই চিত্র দেখা যায়। ওভারলোডিং, ফিটনেসবিহীন যান, অদক্ষ চালক, আবহাওয়া সতর্কবার্তা অগ্রাহ্য এবং সর্বোপরি একটি কর্তৃপক্ষের উদাসীনতা।: [16, 351, 156, 391]
paragraph: আমরা কেন বারবার একই জায়গায় ফিরে আসি? কারণ দুর্ঘটনার পর আমাদের প্রতিক্রিয়া আবেগনির্ভর, সমাধান নয়। রাষ্ট্রীয় ঐকমত্য ছাড়া নিরাপদ নৌপথ নিশ্চিত করা অসম্ভব। এই ঐকমত্য শুধু সরকারের দায়িত্ব নয়, বরং নাগরিক সমাজ, গণমাধ্যম, পরিবহন মালিক-শ্রমিক সংগঠন সবাইকে এক কাতারে আসতে হবে।: [16, 169, 304, 417]
paragraph: লেখক: অধ্যাপক, রাষ্ট্রবিজ্ঞান বিভাগ: [773, 747, 854, 765]
divider: [324, 983, 490, 986]
paragraph: তবে সাফল্যের পাশাপাশি চ্যালেঞ্জও কম নয়। আয় বৈষম্য, নগর-গ্রাম বিভাজন ও পরিবেশ দূষণ আমাদের উন্নয়নকে প্রশ্নবিদ্ধ করছে।: [701, 1120, 774, 1171]
paragraph: মুক্তিযুদ্ধে নারীদের ভূমিকা ছিল অসামান্য। তাঁরা কেবল নির্যাতনের শিকার হননি, সক্রিয়ভাবে যুদ্ধেও অংশ নিয়েছেন। সেই ইতিহাস যথাযথভাবে লিপিবদ্ধ হওয়া প্রয়োজন।: [324, 1028, 490, 1057]
history-item: ১৯২১ — ঢাকা বিশ্ববিদ্যালয় প্রতিষ্ঠিত হয়।: [164, 907, 266, 915]
paragraph: সার্বভৌমত্ব মানে কেবল ভৌগোলিক সীমানা রক্ষা নয়। এটি অর্থনৈতিক, সাংস্কৃতিক ও রাজনৈতিক স্বাধীনতারও প্রতীক। একটি জাতি তখনই প্রকৃত অর্থে সার্বভৌম, যখন তার সিদ্ধান্ত গ্রহণের ক্ষমতা সম্পূর্ণ স্বাধীন থাকে।: [744, 866, 854, 927]
paragraph: নদীমাতৃক বাংলাদেশে নদী আমাদের জীবনের অংশ। সেই নদীই যেন মৃত্যুফাঁদে পরিণত না হয়— এটাই আজকের দিনের সবচেয়ে বড় প্রত্যাশা।: [164, 721, 304, 751]
paragraph: খাদ্য উৎপাদনে স্বয়ংসম্পূর্ণতা অর্জন আমাদের বড় সাফল্য। কৃষি গবেষণা ও উন্নত বীজের ব্যবহার এই সাফল্যের পেছনে কাজ করেছে।: [701, 995, 774, 1056]
history-item: ১৯৫২ — ভাষা আন্দোলনের চেতনা ছড়িয়ে পড়ে।: [164, 929, 284, 937]
article-independence-achieved: [324, 71, 854, 768]
